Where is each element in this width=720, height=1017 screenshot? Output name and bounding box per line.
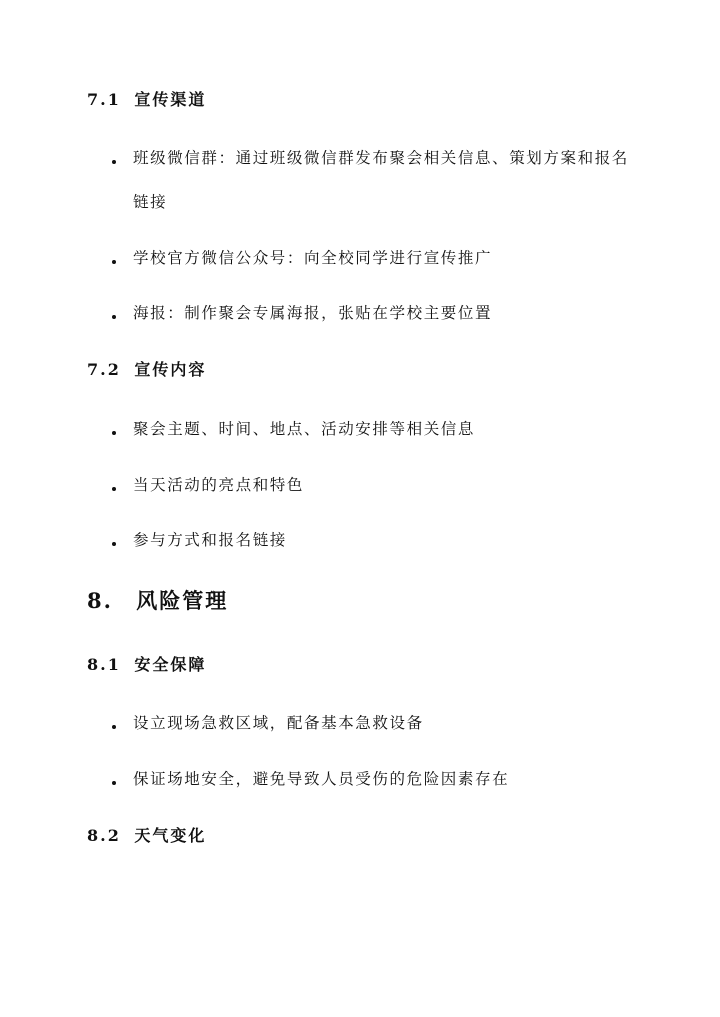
heading-title: 宣传内容 xyxy=(134,360,207,379)
heading-number: 7.1 xyxy=(87,90,121,109)
heading-8-1 xyxy=(87,655,206,675)
bullet-dot-icon xyxy=(112,487,116,491)
list-item: 当天活动的亮点和特色 xyxy=(133,476,305,494)
bullet-dot-icon xyxy=(112,260,116,264)
list-item: 学校官方微信公众号：向全校同学进行宣传推广 xyxy=(133,249,493,267)
heading-number: 8. xyxy=(87,588,113,613)
bullet-dot-icon xyxy=(112,781,116,785)
list-item: 设立现场急救区域，配备基本急救设备 xyxy=(133,714,424,732)
bullet-dot-icon xyxy=(112,315,116,319)
bullet-dot-icon xyxy=(112,725,116,729)
list-item: 海报：制作聚会专属海报，张贴在学校主要位置 xyxy=(133,304,493,322)
heading-number: 7.2 xyxy=(87,360,121,379)
bullet-dot-icon xyxy=(112,160,116,164)
bullet-dot-icon xyxy=(112,542,116,546)
heading-number: 8.1 xyxy=(87,655,121,674)
heading-7-1 xyxy=(87,90,206,110)
heading-title: 宣传渠道 xyxy=(134,90,207,109)
list-item: 保证场地安全，避免导致人员受伤的危险因素存在 xyxy=(133,770,510,788)
heading-7-2 xyxy=(87,360,206,380)
heading-8-2 xyxy=(87,826,206,846)
heading-title: 安全保障 xyxy=(134,655,207,674)
list-item: 聚会主题、时间、地点、活动安排等相关信息 xyxy=(133,420,476,438)
heading-8 xyxy=(87,588,228,614)
bullet-dot-icon xyxy=(112,431,116,435)
heading-title: 风险管理 xyxy=(136,588,229,613)
list-item: 班级微信群：通过班级微信群发布聚会相关信息、策划方案和报名链接 xyxy=(133,149,629,211)
list-item: 参与方式和报名链接 xyxy=(133,531,287,549)
heading-title: 天气变化 xyxy=(134,826,207,845)
heading-number: 8.2 xyxy=(87,826,121,845)
